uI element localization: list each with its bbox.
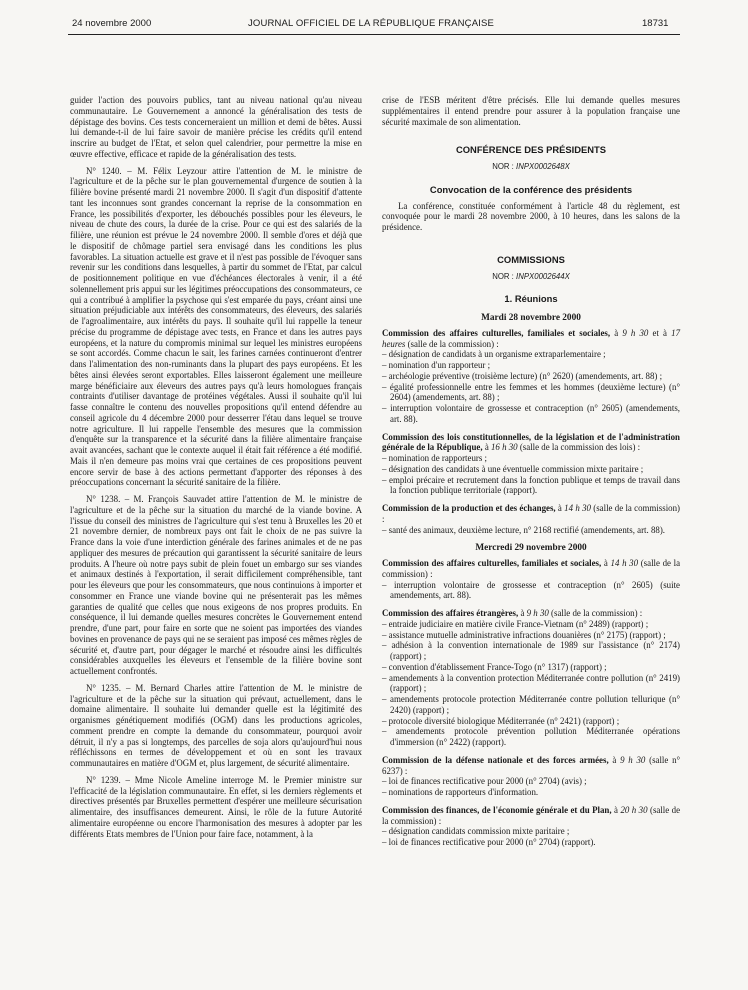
meeting-time: 14 h 30 <box>564 503 591 513</box>
agenda-list <box>382 619 680 748</box>
meeting-room: (salle de la commission) : <box>551 608 643 618</box>
nor-label: NOR : <box>492 271 514 281</box>
meeting-time: 9 h 30 <box>620 754 646 765</box>
text-a: à <box>614 804 618 815</box>
day-heading-wednesday: Mercredi 29 novembre 2000 <box>475 543 587 554</box>
agenda-item: – désignation des candidats à une éventuelle commission mixte paritaire ; <box>382 463 644 474</box>
commission-name: Commission des affaires culturelles, familiales et sociales, <box>382 558 602 568</box>
meeting-room: (salle de la commission) : <box>382 503 680 524</box>
question-1235: N° 1235. – M. Bernard Charles attire l'attention de M. le ministre de l'agriculture et de la pêche sur la situation qui prévaut, actuellement, dans le domaine alimentaire. Il souhaite lui demander quelle est la légitimité des organismes génétiquement modifiés (OGM) dans les productions agricoles, comment prendre en compte la demande du consommateur, pourquoi avoir détruit, il n'y a pas si longtemps, des parcelles de soja alors qu'aujourd'hui nous réfléchissons en termes de développement et où en sont les travaux communautaires en matière d'OGM et, plus largement, de sécurité alimentaire. <box>70 682 362 768</box>
question-1240: N° 1240. – M. Félix Leyzour attire l'attention de M. le ministre de l'agriculture et de la pêche sur le plan gouvernemental d'urgence de soutien à la filière bovine présenté mardi 21 novembre 2000. Il s'agit d'un dispositif d'attente tant les inconnues sont grandes concernant la reprise de la consommation en France, les possibilités d'exporter, les débouchés possibles pour les éleveurs, le niveau de chute des cours, la durée de la crise. Pour ce qui est des salariés de la filière, une réunion est prévue le 24 novembre 2000. Il semble d'ores et déjà que le dispositif de chômage partiel sera envisagé dans les conditions les plus favorables. La situation actuelle est grave et il n'est pas possible de l'évoquer sans revenir sur les conditions dans lesquelles, à partir du sommet de l'Etat, par calcul de positionnement politique en vue d'échéances électorales à venir, il a été solennellement pris appui sur les légitimes préoccupations des consommateurs, ce qui a contribué à amplifier la psychose qui s'est emparée du pays, créant ainsi une situation préjudiciable aux intérêts des consommateurs, des éleveurs, des salariés de l'agroalimentaire, aux intérêts du pays. Il souhaite qu'il lui rappelle la teneur précise du programme de dépistage avec tests, en France et dans les autres pays européens, et la nature du compromis minimal sur lequel les ministres européens se sont accordés. Comme chacun le sait, les farines carnées continueront d'entrer dans l'alimentation des non-ruminants dans la plupart des pays européens. Et les bêtes ainsi élevées seront exportables. Elles laisseront également une meilleure marge bénéficiaire aux éleveurs des autres pays qu'à leurs homologues français contraints d'utiliser davantage de protéines végétales. Aussi il souhaite qu'il lui fasse connaître le contenu des nouvelles propositions qu'il entend défendre au conseil agricole du 4 décembre 2000 pour desserrer l'étau dans lequel se trouve notre agriculture. Il lui rappelle l'ensemble des mesures que la commission d'enquête sur la transparence et la sécurité dans la filière alimentaire française avait avancées, sachant que le contexte auquel il était fait référence a été modifié. Mais il n'en demeure pas moins vrai que certaines de ces propositions peuvent encore servir de base à des actions permettant d'apporter des réponses à des préoccupations concernant la sécurité sanitaire de la filière. <box>70 165 362 488</box>
agenda-list <box>382 453 680 496</box>
agenda-item: – désignation de candidats à un organisme extraparlementaire ; <box>382 349 606 360</box>
agenda-item: – amendements à la convention protection Méditerranée contre pollution (n° 2419) (rapport) ; <box>382 672 680 694</box>
conference-text: La conférence, constituée conformément à l'article 48 du règlement, est convoquée pour le mardi 28 novembre 2000, à 10 heures, dans les salons de la présidence. <box>382 200 680 232</box>
meeting-room: (salle de la commission des lois) : <box>519 442 641 453</box>
header-date: 24 novembre 2000 <box>72 18 152 29</box>
commission-entry <box>382 328 680 425</box>
conference-nor <box>382 162 680 173</box>
text-a: à <box>603 558 608 568</box>
commission-name: Commission de la production et des échanges, <box>382 503 556 513</box>
commission-entry <box>382 755 680 798</box>
day-heading-tuesday: Mardi 28 novembre 2000 <box>481 313 581 323</box>
commission-name: Commission de la défense nationale et des forces armées, <box>382 754 609 765</box>
question-1239: N° 1239. – Mme Nicole Ameline interroge M. le Premier ministre sur l'efficacité de la législation communautaire. En effet, si les derniers règlements et directives présentés par Bruxelles permettent d'espérer une meilleure sécurisation alimentaire, des insuffisances demeurent. Ainsi, le rôle de la future Autorité alimentaire européenne ou encore l'harmonisation des mesures à adopter par les différents Etats membres de l'Union pour faire face, notamment, à la <box>70 774 362 839</box>
header-page-number: 18731 <box>642 18 669 29</box>
commission-name: Commission des affaires étrangères, <box>382 608 519 618</box>
agenda-item: – adhésion à la convention internationale de 1989 sur l'assistance (n° 2174) (rapport) ; <box>382 640 680 661</box>
agenda-item: – archéologie préventive (troisième lecture) (n° 2620) (amendements, art. 88) ; <box>382 370 663 381</box>
text-and: et à <box>652 327 667 338</box>
commission-entry <box>382 608 680 748</box>
agenda-item: – nomination de rapporteurs ; <box>382 453 487 463</box>
agenda-item: – emploi précaire et recrutement dans la fonction publique et temps de travail dans la fonction publique territoriale (rapport). <box>382 474 680 496</box>
agenda-item: – entraide judiciaire en matière civile France-Vietnam (n° 2489) (rapport) ; <box>382 618 649 629</box>
text-a: à <box>612 754 617 765</box>
agenda-item: – nominations de rapporteurs d'information. <box>382 787 539 797</box>
agenda-item: – assistance mutuelle administrative infractions douanières (n° 2175) (rapport) ; <box>382 629 666 640</box>
meeting-time: 9 h 30 <box>622 327 649 338</box>
conference-title: CONFÉRENCE DES PRÉSIDENTS <box>455 144 607 156</box>
agenda-item: – convention d'établissement France-Togo (n° 1317) (rapport) ; <box>382 661 607 672</box>
commission-entry <box>382 805 680 848</box>
question-continued: guider l'action des pouvoirs publics, tant au niveau national qu'au niveau communautaire. Le Gouvernement a annoncé la généralisation des tests de dépistage des bovins. Ces tests concerneraient un million et demi de bêtes. Aussi lui demande-t-il de lui faire savoir de manière précise les crédits qu'il entend inscrire au budget de l'Etat, et selon quel calendrier, pour permettre la mise en œuvre effective, efficace et rapide de la généralisation des tests. <box>70 95 362 159</box>
meeting-room: (salle de la commission) : <box>407 338 499 349</box>
agenda-item: – égalité professionnelle entre les femmes et les hommes (deuxième lecture) (n° 2604) (amendements, art. 88) ; <box>382 381 680 403</box>
commission-name: Commission des lois constitutionnelles, de la législation et de l'administration générale de la République, <box>382 431 680 453</box>
nor-reference: INPX0002648X <box>516 162 570 171</box>
agenda-list <box>382 580 680 602</box>
meeting-time: 20 h 30 <box>620 804 648 815</box>
agenda-list <box>382 349 680 424</box>
agenda-item: – interruption volontaire de grossesse et contraception (n° 2605) (amendements, art. 88). <box>382 403 680 424</box>
reunions-subtitle: 1. Réunions <box>504 293 558 305</box>
meeting-time: 16 h 30 <box>490 442 518 453</box>
right-column <box>382 95 680 855</box>
agenda-item: – amendements protocole protection Méditerranée contre pollution tellurique (n° 2420) (rapport) ; <box>382 694 680 715</box>
question-1239-end: crise de l'ESB méritent d'être précisés. Elle lui demande quelles mesures supplémentaires il entend prendre pour assurer à la population française une sécurité maximale de son alimentation. <box>382 95 680 127</box>
conference-subtitle: Convocation de la conférence des présidents <box>429 183 633 195</box>
header-journal-title: JOURNAL OFFICIEL DE LA RÉPUBLIQUE FRANÇAISE <box>248 18 494 29</box>
commission-name: Commission des affaires culturelles, familiales et sociales, <box>382 327 611 338</box>
meeting-time: 14 h 30 <box>610 558 639 568</box>
nor-label: NOR : <box>492 162 514 171</box>
meeting-room: (salle de la commission) : <box>382 558 681 579</box>
agenda-item: – loi de finances rectificative pour 2000 (n° 2704) (avis) ; <box>382 776 587 787</box>
text-a: à <box>557 503 562 513</box>
agenda-list <box>382 525 680 536</box>
commissions-title: COMMISSIONS <box>497 253 565 265</box>
commission-name: Commission des finances, de l'économie générale et du Plan, <box>382 804 612 815</box>
commission-entry <box>382 558 680 601</box>
agenda-item: – loi de finances rectificative pour 2000 (n° 2704) (rapport). <box>382 837 596 847</box>
left-column <box>70 95 362 845</box>
nor-reference: INPX0002644X <box>516 271 570 281</box>
question-1238: N° 1238. – M. François Sauvadet attire l'attention de M. le ministre de l'agriculture et de la pêche sur la situation du marché de la viande bovine. A l'issue du conseil des ministres de l'agriculture qui s'est tenu à Bruxelles les 20 et 21 novembre dernier, de nombreux pays ont fait le choix de ne pas suivre la France dans la voie d'une interdiction générale des farines animales et de ne pas appliquer des mesures de précaution qui garantissent la sécurité sanitaire de leurs produits. A l'heure où notre pays subit de plein fouet un embargo sur ses viandes et animaux destinés à l'exportation, il serait difficilement compréhensible, tant pour les éleveurs que pour les consommateurs, que nous continuions à importer et consommer en France une viande bovine qui ne présenterait pas les mêmes garanties de qualité que celles que nous exigeons de nos propres produits. En conséquence, il lui demande quelles mesures concrètes le Gouvernement entend prendre, d'une part, pour faire en sorte que ne soient pas importées des viandes bovines en provenance de pays qui ne se seraient pas imposé ces mêmes règles de sécurité et, d'autre part, pour dégager le marché et résoudre ainsi les difficultés considérables auxquelles les éleveurs et l'ensemble de la filière bovine sont actuellement confrontés. <box>70 494 362 676</box>
meeting-room: (salle n° 6237) : <box>382 754 681 776</box>
agenda-item: – désignation candidats commission mixte paritaire ; <box>382 826 570 837</box>
commission-entry <box>382 432 680 497</box>
agenda-item: – protocole diversité biologique Méditerranée (n° 2421) (rapport) ; <box>382 715 620 726</box>
agenda-list <box>382 826 680 848</box>
agenda-item: – amendements protocole prévention pollution Méditerranée opérations d'immersion (n° 2422) (rapport). <box>382 726 680 747</box>
meeting-room: (salle de la commission) : <box>382 804 681 826</box>
text-a: à <box>484 442 489 453</box>
commissions-nor <box>382 272 680 283</box>
agenda-item: – interruption volontaire de grossesse et contraception (n° 2605) (suite amendements, art. 88). <box>382 579 680 601</box>
agenda-list <box>382 776 680 798</box>
meeting-time: 9 h 30 <box>526 608 549 618</box>
text-a: à <box>614 327 619 338</box>
text-a: à <box>520 608 525 618</box>
agenda-item: – santé des animaux, deuxième lecture, n° 2168 rectifié (amendements, art. 88). <box>382 524 666 535</box>
header-rule <box>68 34 680 35</box>
meeting-time: 17 heures <box>382 327 681 349</box>
commission-entry <box>382 503 680 535</box>
agenda-item: – nomination d'un rapporteur ; <box>382 360 491 370</box>
